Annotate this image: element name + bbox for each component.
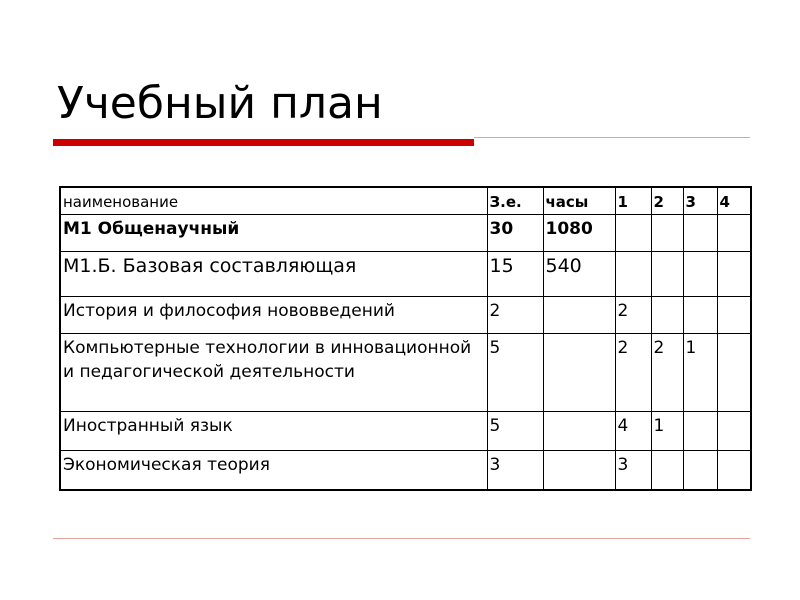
cell-hours: 540: [543, 252, 615, 297]
footer-divider: [53, 538, 750, 539]
cell-name: Компьютерные технологии в инновационной и педагогической деятельности: [60, 334, 487, 412]
header-cell-sem1: 1: [615, 187, 651, 215]
cell-name: М1 Общенаучный: [60, 215, 487, 252]
table-header-row: [60, 187, 751, 215]
cell-credits: 15: [487, 252, 543, 297]
cell-name: Иностранный язык: [60, 412, 487, 451]
curriculum-table: [59, 186, 752, 491]
cell-credits: 5: [487, 334, 543, 412]
table-row: [60, 451, 751, 491]
cell-sem2: [651, 297, 683, 334]
header-cell-sem2: 2: [651, 187, 683, 215]
cell-sem2: [651, 252, 683, 297]
cell-credits: 30: [487, 215, 543, 252]
cell-sem1: [615, 215, 651, 252]
table-row: [60, 252, 751, 297]
cell-sem4: [717, 451, 751, 491]
header-cell-credits: З.е.: [487, 187, 543, 215]
table-row: [60, 334, 751, 412]
cell-name: Экономическая теория: [60, 451, 487, 491]
cell-sem1: 2: [615, 334, 651, 412]
cell-name: М1.Б. Базовая составляющая: [60, 252, 487, 297]
table-row: [60, 297, 751, 334]
header-cell-sem3: 3: [683, 187, 717, 215]
cell-sem4: [717, 252, 751, 297]
cell-hours: [543, 451, 615, 491]
cell-credits: 2: [487, 297, 543, 334]
cell-hours: [543, 297, 615, 334]
cell-hours: [543, 334, 615, 412]
cell-sem3: [683, 252, 717, 297]
cell-credits: 5: [487, 412, 543, 451]
cell-sem3: [683, 297, 717, 334]
cell-sem1: [615, 252, 651, 297]
cell-credits: 3: [487, 451, 543, 491]
cell-hours: [543, 412, 615, 451]
cell-sem3: [683, 451, 717, 491]
cell-hours: 1080: [543, 215, 615, 252]
cell-sem2: 1: [651, 412, 683, 451]
header-cell-name: наименование: [60, 187, 487, 215]
cell-sem2: [651, 215, 683, 252]
cell-name: История и философия нововведений: [60, 297, 487, 334]
cell-sem4: [717, 334, 751, 412]
cell-sem2: [651, 451, 683, 491]
cell-sem1: 3: [615, 451, 651, 491]
cell-sem1: 2: [615, 297, 651, 334]
cell-sem4: [717, 297, 751, 334]
page-title: Учебный план: [57, 78, 383, 129]
header-cell-sem4: 4: [717, 187, 751, 215]
title-underline-accent: [53, 139, 474, 146]
title-underline-thin: [474, 137, 750, 138]
cell-sem4: [717, 215, 751, 252]
cell-sem3: [683, 215, 717, 252]
table-row: [60, 412, 751, 451]
header-cell-hours: часы: [543, 187, 615, 215]
cell-sem2: 2: [651, 334, 683, 412]
cell-sem3: 1: [683, 334, 717, 412]
cell-sem3: [683, 412, 717, 451]
cell-sem1: 4: [615, 412, 651, 451]
cell-sem4: [717, 412, 751, 451]
table-row: [60, 215, 751, 252]
